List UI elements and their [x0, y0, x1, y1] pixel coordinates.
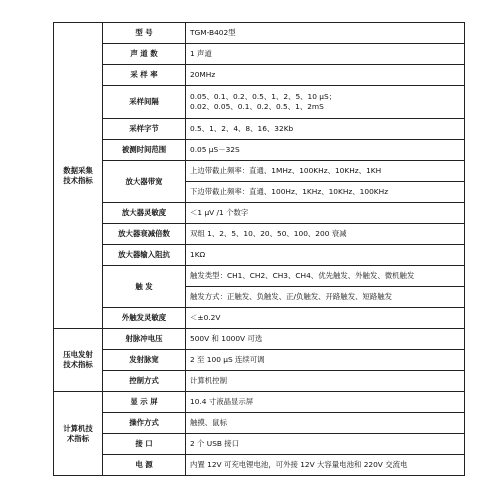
table-row [54, 434, 465, 455]
row-value: 双组 1、2、5、10、20、50、100、200 衰减 [186, 224, 465, 245]
row-value: 10.4 寸液晶显示屏 [186, 392, 465, 413]
row-value: 下边带截止频率：直通、100Hz、1KHz、10KHz、100KHz [186, 182, 465, 203]
table-row [54, 392, 465, 413]
row-value: 1KΩ [186, 245, 465, 266]
row-value: ＜1 μV /1 个数字 [186, 203, 465, 224]
table-row [54, 140, 465, 161]
row-value: 上边带截止频率：直通、1MHz、100KHz、10KHz、1KH [186, 161, 465, 182]
category-cell: 压电发射 技术指标 [54, 329, 103, 392]
row-label: 被测时间范围 [103, 140, 186, 161]
row-value: 内置 12V 可充电锂电池，可外接 12V 大容量电池和 220V 交流电 [186, 455, 465, 476]
table-row [54, 413, 465, 434]
table-row [54, 350, 465, 371]
row-value: 1 声道 [186, 44, 465, 65]
row-value: 0.05、0.1、0.2、0.5、1、2、5、10 μS； 0.02、0.05、0.1、0.2、0.5、1、2mS [186, 86, 465, 119]
row-label: 电 源 [103, 455, 186, 476]
table-row [54, 224, 465, 245]
row-value: 触发方式：正触发、负触发、正/负触发、开路触发、短路触发 [186, 287, 465, 308]
row-value: 触摸、鼠标 [186, 413, 465, 434]
row-value: TGM-B402型 [186, 23, 465, 44]
table-row [54, 329, 465, 350]
row-label: 放大器衰减倍数 [103, 224, 186, 245]
row-label: 接 口 [103, 434, 186, 455]
row-label: 外触发灵敏度 [103, 308, 186, 329]
row-label: 放大器输入阻抗 [103, 245, 186, 266]
row-label: 发射脉宽 [103, 350, 186, 371]
table-row [54, 455, 465, 476]
table-row [54, 44, 465, 65]
row-value: 20MHz [186, 65, 465, 86]
row-label: 采样间隔 [103, 86, 186, 119]
category-cell: 计算机技 术指标 [54, 392, 103, 476]
row-value: 500V 和 1000V 可选 [186, 329, 465, 350]
row-label: 显 示 屏 [103, 392, 186, 413]
row-value: 2 个 USB 接口 [186, 434, 465, 455]
row-value: ＜±0.2V [186, 308, 465, 329]
row-value: 触发类型：CH1、CH2、CH3、CH4、优先触发、外触发、微机触发 [186, 266, 465, 287]
table-row [54, 23, 465, 44]
row-value: 0.05 μS－32S [186, 140, 465, 161]
table-row [54, 119, 465, 140]
table-row [54, 371, 465, 392]
row-label: 触 发 [103, 266, 186, 308]
row-value: 0.5、1、2、4、8、16、32Kb [186, 119, 465, 140]
row-label: 型 号 [103, 23, 186, 44]
category-cell: 数据采集 技术指标 [54, 23, 103, 329]
spec-table [53, 22, 465, 476]
row-label: 操作方式 [103, 413, 186, 434]
row-value: 计算机控制 [186, 371, 465, 392]
row-label: 控制方式 [103, 371, 186, 392]
row-label: 采样字节 [103, 119, 186, 140]
table-row [54, 308, 465, 329]
table-row [54, 203, 465, 224]
table-row [54, 161, 465, 182]
table-row [54, 266, 465, 287]
row-label: 放大器带宽 [103, 161, 186, 203]
table-row [54, 86, 465, 119]
row-label: 射脉冲电压 [103, 329, 186, 350]
row-label: 放大器灵敏度 [103, 203, 186, 224]
row-label: 采 样 率 [103, 65, 186, 86]
row-value: 2 至 100 μS 连续可调 [186, 350, 465, 371]
row-label: 声 道 数 [103, 44, 186, 65]
table-row [54, 245, 465, 266]
table-row [54, 65, 465, 86]
